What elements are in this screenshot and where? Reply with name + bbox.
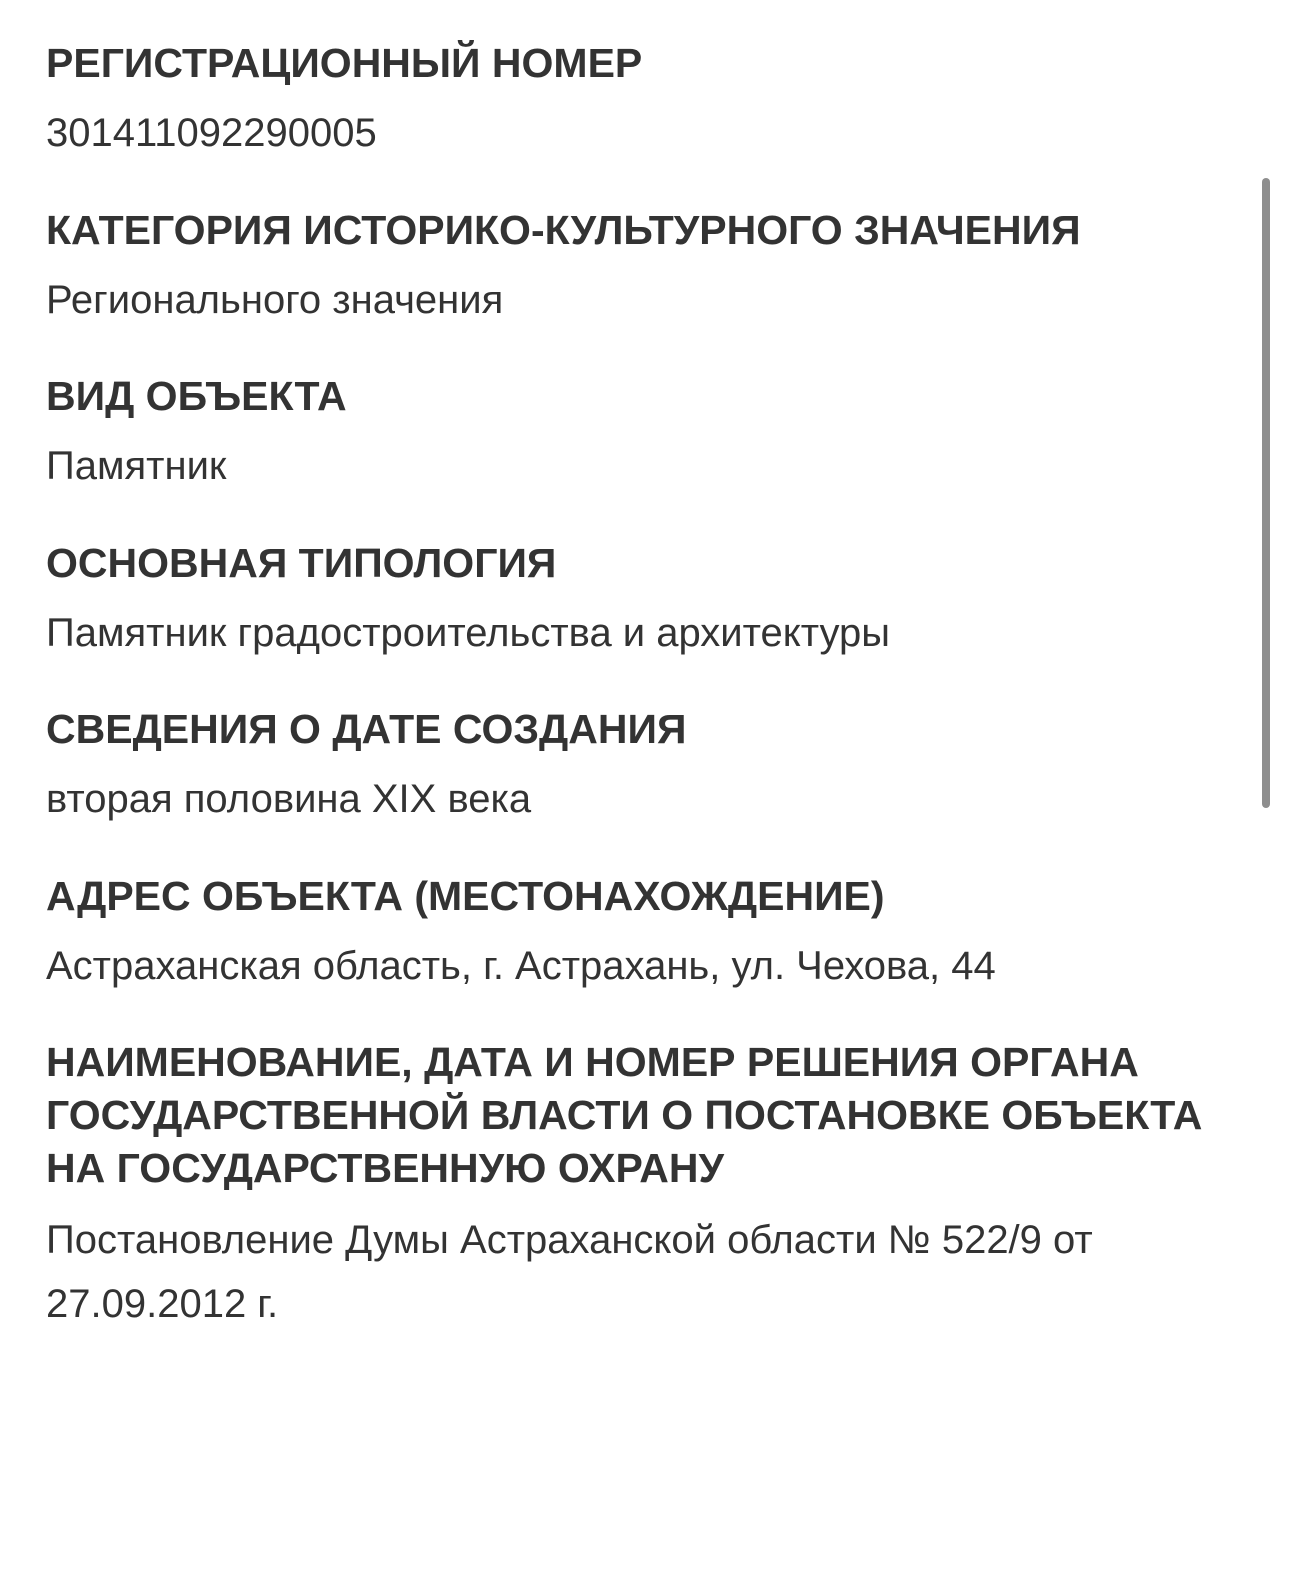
creation-date-value: вторая половина XIX века <box>46 777 532 821</box>
address-label: АДРЕС ОБЪЕКТА (МЕСТОНАХОЖДЕНИЕ) <box>46 873 885 919</box>
category-field <box>46 165 1251 332</box>
registration-number-label: РЕГИСТРАЦИОННЫЙ НОМЕР <box>46 40 643 86</box>
typology-label: ОСНОВНАЯ ТИПОЛОГИЯ <box>46 540 557 586</box>
typology-field <box>46 498 1251 665</box>
scrollbar-thumb[interactable] <box>1262 178 1270 808</box>
creation-date-field <box>46 665 1251 831</box>
protection-decision-field <box>46 998 1251 1336</box>
object-details <box>46 0 1251 1336</box>
category-label: КАТЕГОРИЯ ИСТОРИКО-КУЛЬТУРНОГО ЗНАЧЕНИЯ <box>46 207 1081 253</box>
creation-date-label: СВЕДЕНИЯ О ДАТЕ СОЗДАНИЯ <box>46 706 687 752</box>
typology-value: Памятник градостроительства и архитектуры <box>46 611 891 655</box>
protection-decision-value: Постановление Думы Астраханской области № 522/9 от 27.09.2012 г. <box>46 1218 1093 1326</box>
object-type-field <box>46 332 1251 498</box>
registration-number-field <box>46 0 1251 165</box>
address-field <box>46 831 1251 998</box>
protection-decision-label: НАИМЕНОВАНИЕ, ДАТА И НОМЕР РЕШЕНИЯ ОРГАНА ГОСУДАРСТВЕННОЙ ВЛАСТИ О ПОСТАНОВКЕ ОБЪЕКТА НА ГОСУДАРСТВЕННУЮ ОХРАНУ <box>46 1039 1203 1191</box>
registration-number-value: 301411092290005 <box>46 111 377 155</box>
object-type-label: ВИД ОБЪЕКТА <box>46 373 347 419</box>
address-value: Астраханская область, г. Астрахань, ул. Чехова, 44 <box>46 944 996 988</box>
category-value: Регионального значения <box>46 278 504 322</box>
scrollbar[interactable] <box>1260 0 1290 1579</box>
object-type-value: Памятник <box>46 444 227 488</box>
